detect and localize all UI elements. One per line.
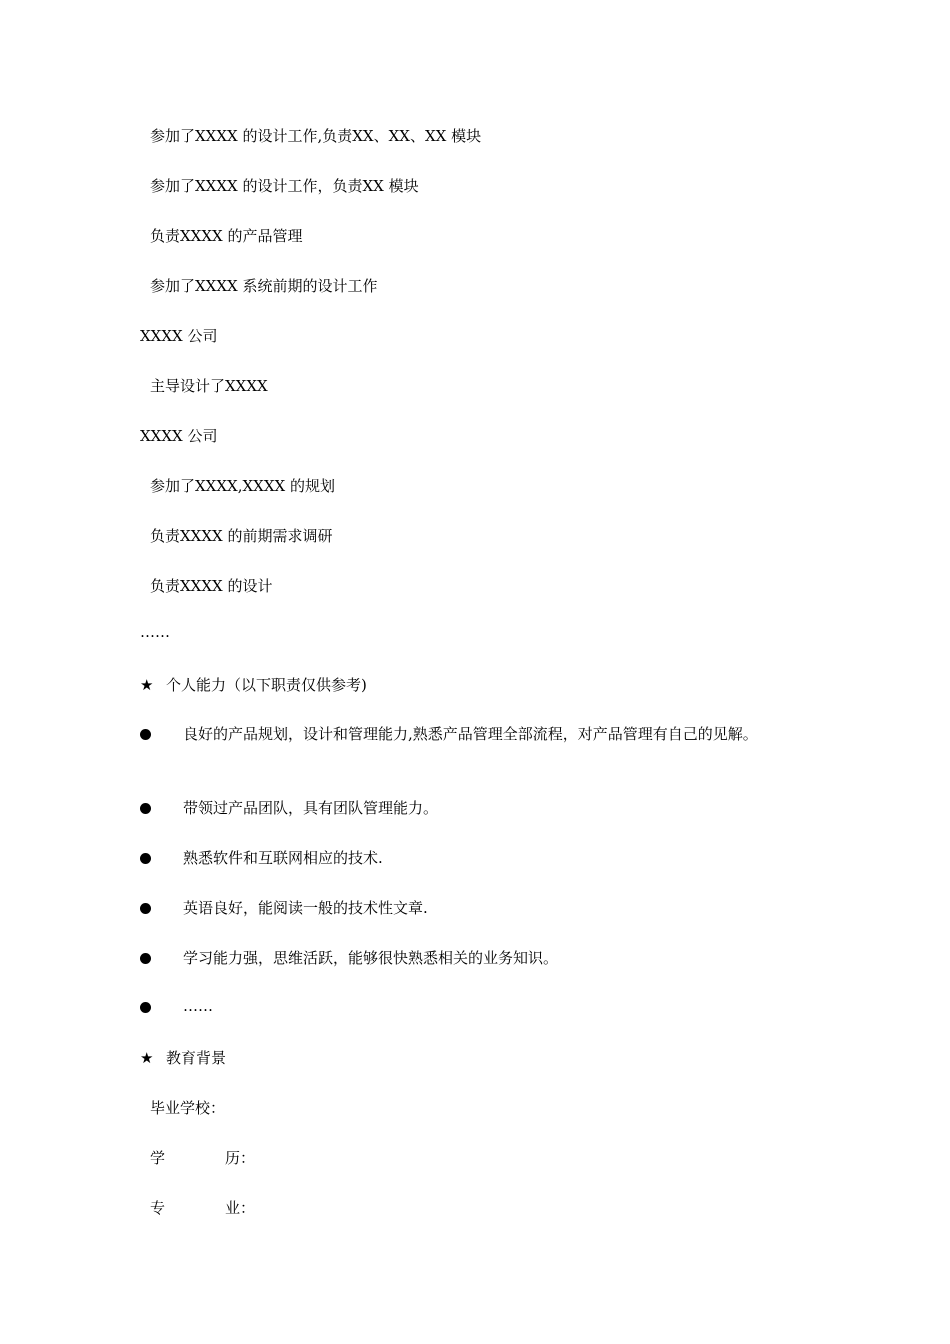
ability-item: 英语良好，能阅读一般的技术性文章. (183, 899, 428, 917)
ability-item: …… (183, 997, 213, 1015)
bullet-icon (140, 1002, 151, 1013)
degree-label-part-1: 学 (150, 1149, 166, 1167)
ability-item: 学习能力强，思维活跃，能够很快熟悉相关的业务知识。 (183, 949, 559, 967)
ability-item: 带领过产品团队，具有团队管理能力。 (183, 799, 439, 817)
experience-ellipsis: …… (140, 623, 170, 641)
bullet-icon (140, 903, 151, 914)
school-label: 毕业学校： (150, 1099, 226, 1117)
experience-line: 参加了XXXX,XXXX 的规划 (150, 477, 335, 495)
ability-item: 熟悉软件和互联网相应的技术. (183, 849, 383, 867)
degree-label (150, 1148, 255, 1168)
major-label (150, 1198, 255, 1218)
bullet-icon (140, 853, 151, 864)
company-name: XXXX 公司 (140, 327, 218, 345)
abilities-heading-text: 个人能力（以下职责仅供参考) (166, 676, 367, 694)
abilities-heading (140, 675, 367, 695)
bullet-icon (140, 803, 151, 814)
bullet-icon (140, 953, 151, 964)
experience-line: 参加了XXXX 系统前期的设计工作 (150, 277, 378, 295)
experience-line: 参加了XXXX 的设计工作，负责XX 模块 (150, 177, 419, 195)
major-label-part-2: 业： (225, 1199, 256, 1217)
experience-line: 负责XXXX 的前期需求调研 (150, 527, 333, 545)
company-name: XXXX 公司 (140, 427, 218, 445)
experience-line: 负责XXXX 的产品管理 (150, 227, 303, 245)
education-heading (140, 1048, 226, 1068)
experience-line: 负责XXXX 的设计 (150, 577, 273, 595)
education-heading-text: 教育背景 (166, 1049, 227, 1067)
major-label-part-1: 专 (150, 1199, 166, 1217)
bullet-icon (140, 729, 151, 740)
ability-item: 良好的产品规划，设计和管理能力,熟悉产品管理全部流程，对产品管理有自己的见解。 (183, 725, 758, 743)
degree-label-part-2: 历： (225, 1149, 256, 1167)
star-icon: ★ (140, 1049, 154, 1067)
experience-line: 主导设计了XXXX (150, 377, 268, 395)
star-icon: ★ (140, 676, 154, 694)
experience-line: 参加了XXXX 的设计工作,负责XX、XX、XX 模块 (150, 127, 482, 145)
